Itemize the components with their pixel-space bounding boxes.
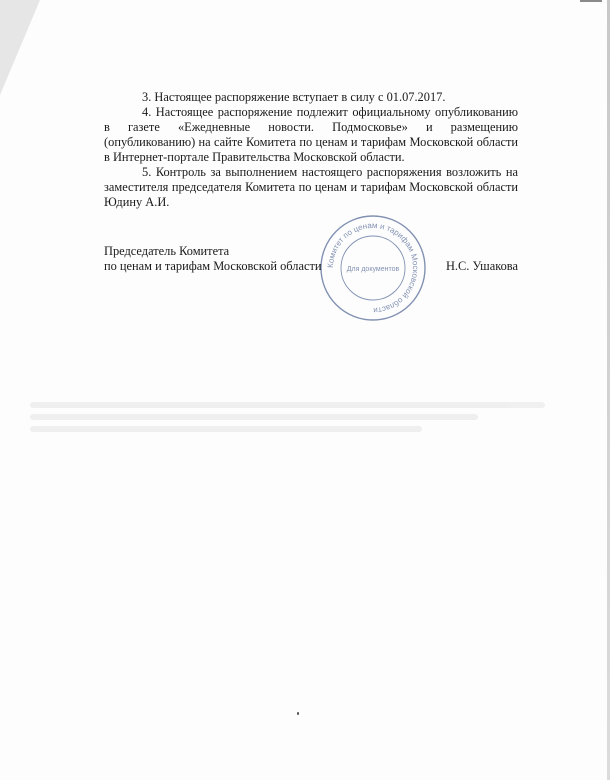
scan-speck xyxy=(297,712,299,715)
seal-center-text: Для документов xyxy=(346,266,400,273)
scan-corner-shadow xyxy=(0,0,40,95)
paragraph-4: 4. Настоящее распоряжение подлежит официальному опубликованию в газете «Ежедневные новости. Подмосковье» и размещению (опубликованию) на сайте Комитета по ценам и тарифам Московской области в Интернет-портале Правительства Московской области. xyxy=(104,105,518,164)
signature-block xyxy=(104,244,518,274)
signatory-position-line2: по ценам и тарифам Московской области xyxy=(104,259,322,273)
paragraph-5: 5. Контроль за выполнением настоящего распоряжения возложить на заместителя председателя Комитета по ценам и тарифам Московской области Юдину А.И. xyxy=(104,165,518,209)
signature-line xyxy=(104,259,518,274)
signatory-position-line1: Председатель Комитета xyxy=(104,244,230,258)
scan-edge-mark xyxy=(580,0,602,2)
seal-ring-textpath: Комитет по ценам и тарифам Московской области xyxy=(325,220,421,316)
paragraph-3: 3. Настоящее распоряжение вступает в силу с 01.07.2017. xyxy=(142,90,446,104)
document-body xyxy=(104,90,518,210)
bleed-through-text xyxy=(30,396,590,466)
signatory-name: Н.С. Ушакова xyxy=(445,259,518,273)
